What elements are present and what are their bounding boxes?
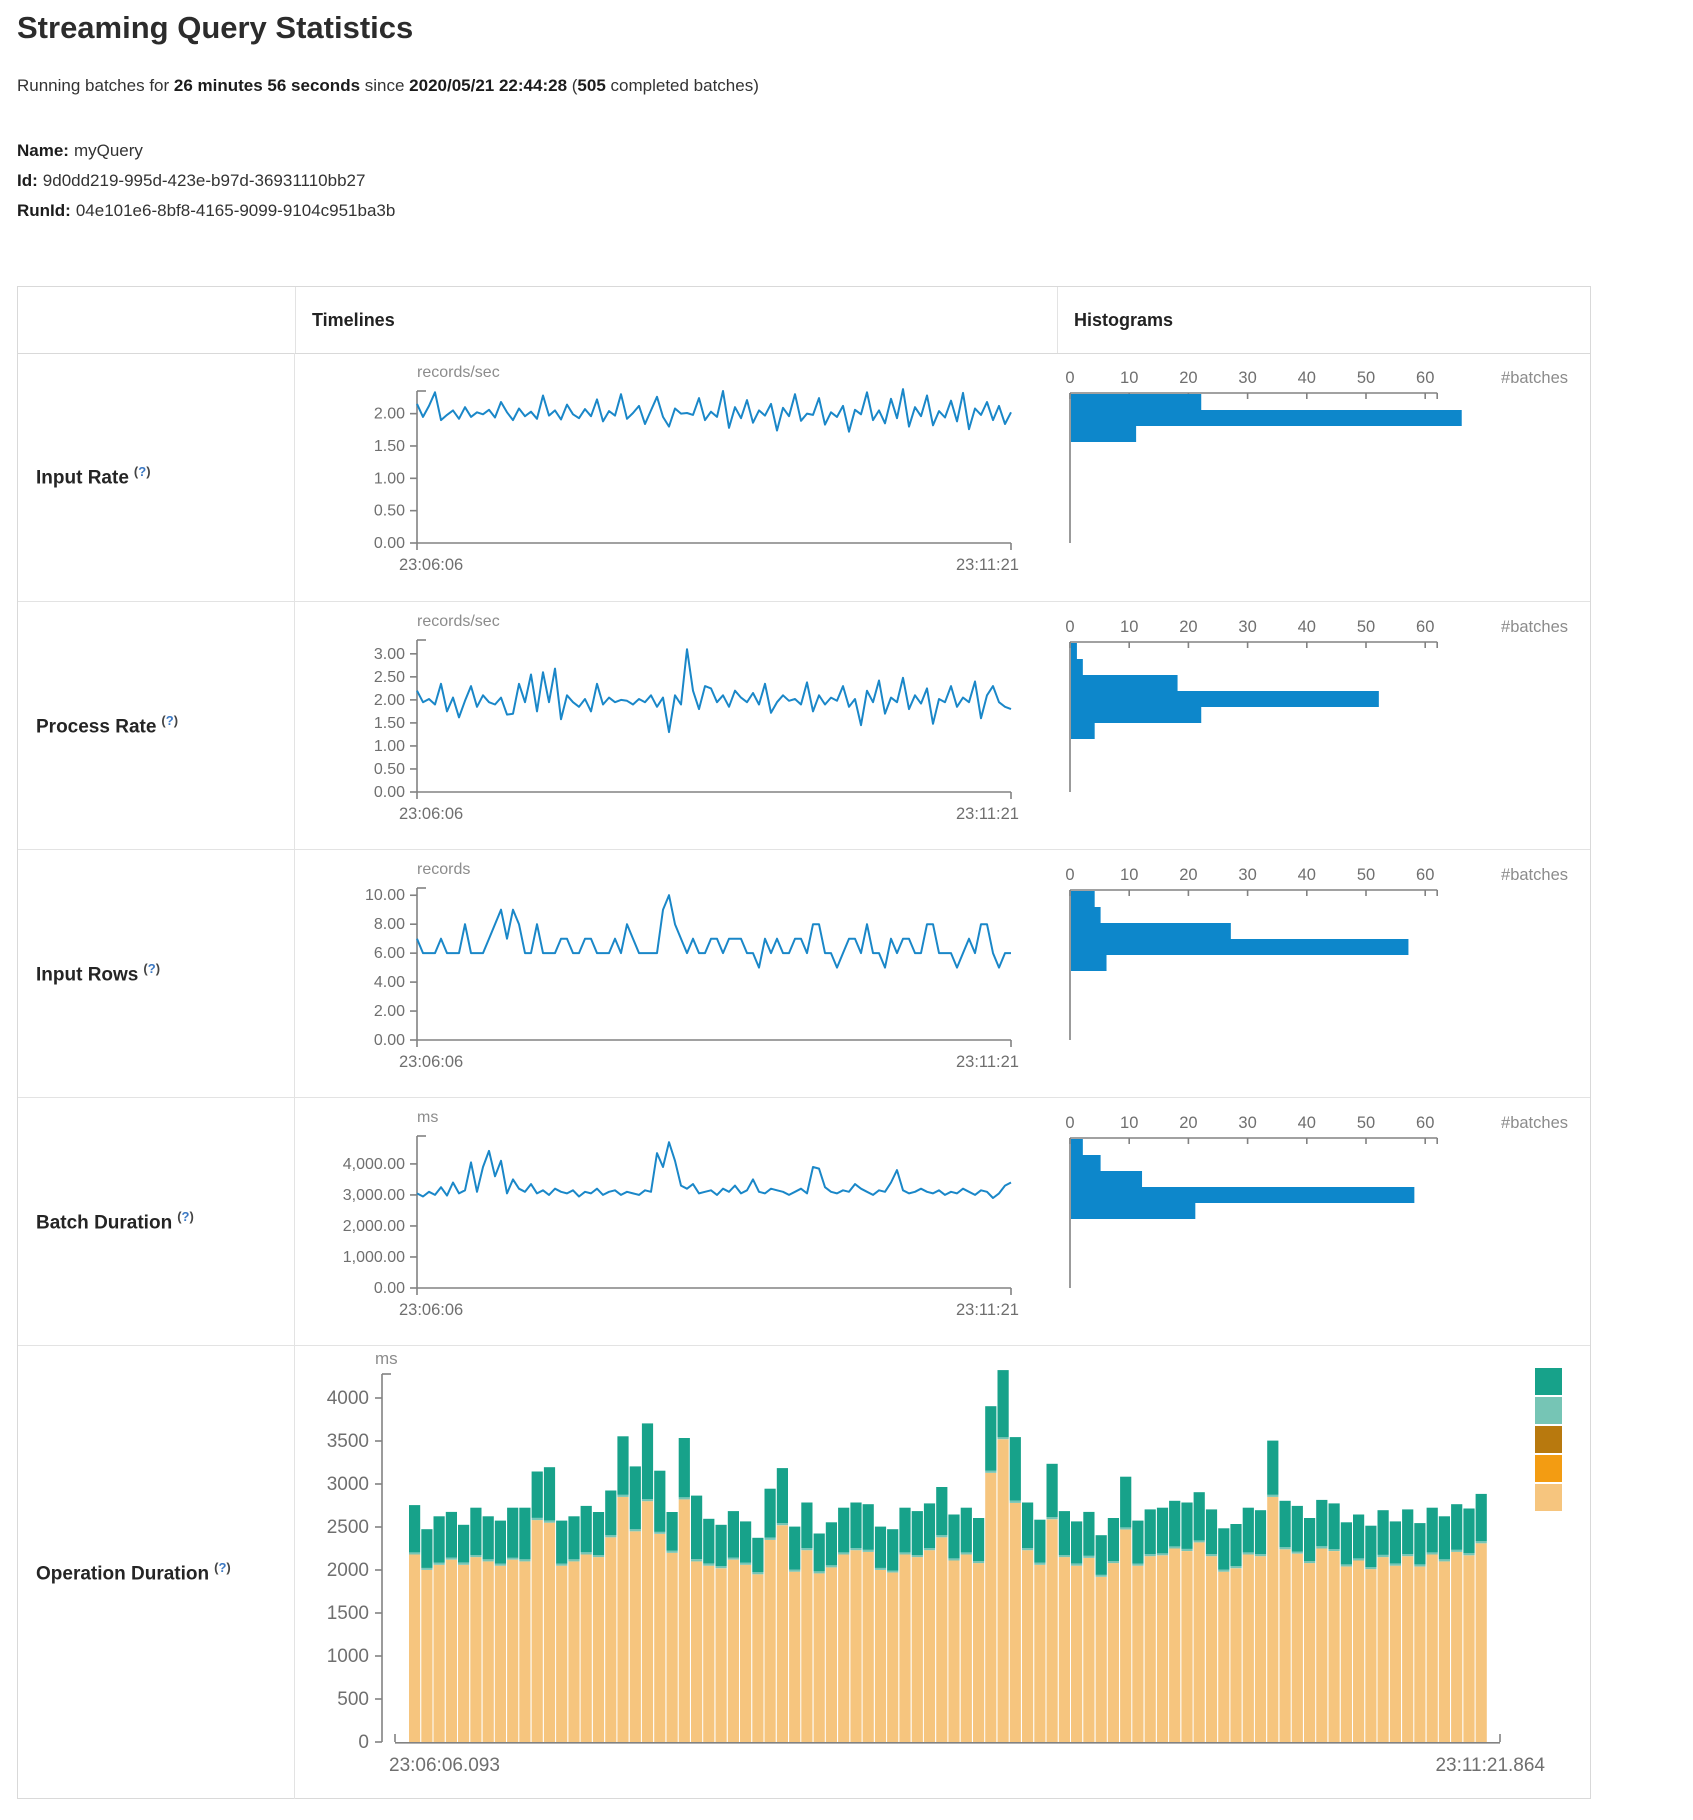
svg-text:#batches: #batches	[1501, 1114, 1568, 1132]
svg-text:ms: ms	[417, 1109, 439, 1126]
svg-text:2,000.00: 2,000.00	[342, 1217, 405, 1235]
svg-text:40: 40	[1297, 866, 1316, 884]
svg-text:8.00: 8.00	[373, 916, 405, 934]
svg-text:2.00: 2.00	[373, 1003, 405, 1021]
svg-text:0.50: 0.50	[373, 502, 405, 520]
svg-text:2500: 2500	[326, 1517, 369, 1538]
svg-text:records: records	[417, 861, 471, 878]
svg-text:50: 50	[1356, 369, 1376, 387]
query-runid-value: 04e101e6-8bf8-4165-9099-9104c951ba3b	[75, 201, 396, 220]
query-metadata	[17, 136, 395, 226]
input-rows-label-cell	[18, 850, 295, 1098]
svg-text:23:11:21: 23:11:21	[955, 1053, 1019, 1071]
svg-text:20: 20	[1179, 369, 1198, 387]
process-rate-timeline-chart	[295, 602, 1057, 850]
svg-text:0.50: 0.50	[373, 760, 405, 778]
page-title: Streaming Query Statistics	[17, 10, 414, 45]
svg-text:0: 0	[1065, 618, 1075, 636]
svg-text:23:11:21.864: 23:11:21.864	[1435, 1755, 1545, 1776]
summary-suffix: completed batches)	[605, 76, 759, 95]
svg-text:2.00: 2.00	[373, 405, 405, 423]
process-rate-label: Process Rate (?)	[36, 713, 179, 738]
svg-text:0: 0	[1065, 1114, 1075, 1132]
svg-text:records/sec: records/sec	[417, 364, 500, 381]
process-rate-row	[18, 601, 1590, 850]
input-rows-row	[18, 849, 1590, 1098]
svg-text:3,000.00: 3,000.00	[342, 1186, 405, 1204]
input-rows-label: Input Rows (?)	[36, 961, 161, 986]
svg-text:60: 60	[1416, 866, 1435, 884]
svg-text:23:06:06: 23:06:06	[399, 805, 464, 823]
input-rate-row	[18, 353, 1590, 601]
svg-text:#batches: #batches	[1501, 369, 1568, 387]
svg-text:30: 30	[1238, 1114, 1257, 1132]
input-rate-label-cell	[18, 353, 295, 601]
batch-duration-label-cell	[18, 1098, 295, 1346]
svg-text:2.00: 2.00	[373, 691, 405, 709]
svg-text:1.50: 1.50	[373, 437, 405, 455]
svg-text:20: 20	[1179, 866, 1198, 884]
summary-paren: (	[567, 76, 578, 95]
svg-text:23:11:21: 23:11:21	[955, 1301, 1019, 1319]
batch-duration-help-icon[interactable]: (?)	[177, 1209, 194, 1225]
svg-text:23:06:06: 23:06:06	[399, 1053, 464, 1071]
svg-text:40: 40	[1297, 1114, 1316, 1132]
query-id-label: Id:	[17, 171, 38, 190]
svg-text:10: 10	[1120, 369, 1139, 387]
svg-text:0.00: 0.00	[373, 784, 405, 801]
running-batches-summary	[17, 76, 759, 96]
svg-text:3000: 3000	[326, 1474, 369, 1495]
svg-text:ms: ms	[375, 1349, 398, 1368]
process-rate-histogram-chart	[1057, 602, 1590, 850]
query-name-value: myQuery	[73, 141, 143, 160]
input-rate-help-icon[interactable]: (?)	[133, 464, 151, 480]
running-duration: 26 minutes 56 seconds	[173, 76, 361, 95]
batch-duration-label: Batch Duration (?)	[36, 1209, 194, 1234]
svg-text:1.00: 1.00	[373, 737, 405, 755]
svg-text:1000: 1000	[326, 1646, 369, 1667]
svg-text:2000: 2000	[326, 1560, 369, 1581]
query-runid-line	[17, 196, 395, 226]
svg-text:1.00: 1.00	[373, 470, 405, 488]
query-runid-label: RunId:	[17, 201, 71, 220]
summary-mid: since	[360, 76, 410, 95]
process-rate-label-cell	[18, 602, 295, 850]
statistics-table	[17, 286, 1591, 1799]
completed-batch-count: 505	[577, 76, 606, 95]
svg-text:2.50: 2.50	[373, 668, 405, 686]
query-name-line	[17, 136, 395, 166]
query-name-label: Name:	[17, 141, 69, 160]
svg-text:20: 20	[1179, 618, 1198, 636]
svg-text:3.00: 3.00	[373, 645, 405, 663]
svg-text:0.00: 0.00	[373, 1032, 405, 1049]
operation-duration-stacked-chart	[295, 1346, 1590, 1799]
operation-duration-row	[18, 1345, 1590, 1799]
svg-text:50: 50	[1356, 866, 1376, 884]
svg-text:60: 60	[1416, 618, 1435, 636]
svg-text:0.00: 0.00	[373, 535, 405, 552]
svg-text:10: 10	[1120, 866, 1139, 884]
svg-text:60: 60	[1416, 369, 1435, 387]
svg-text:0: 0	[1065, 369, 1075, 387]
svg-text:4000: 4000	[326, 1388, 369, 1409]
svg-text:1,000.00: 1,000.00	[342, 1248, 405, 1266]
operation-duration-label-cell	[18, 1346, 295, 1799]
svg-text:40: 40	[1297, 369, 1316, 387]
svg-text:10: 10	[1120, 618, 1139, 636]
svg-text:23:11:21: 23:11:21	[955, 805, 1019, 823]
histograms-column-header: Histograms	[1057, 287, 1590, 353]
svg-text:30: 30	[1238, 369, 1257, 387]
svg-text:3500: 3500	[326, 1431, 369, 1452]
batch-duration-row	[18, 1097, 1590, 1346]
timelines-column-header: Timelines	[295, 287, 1057, 353]
svg-text:0: 0	[1065, 866, 1075, 884]
svg-text:0: 0	[358, 1732, 369, 1753]
input-rows-timeline-chart	[295, 850, 1057, 1098]
query-id-line	[17, 166, 395, 196]
svg-text:#batches: #batches	[1501, 618, 1568, 636]
svg-text:23:06:06: 23:06:06	[399, 556, 464, 574]
svg-text:1500: 1500	[326, 1603, 369, 1624]
svg-text:4.00: 4.00	[373, 974, 405, 992]
svg-text:10.00: 10.00	[364, 887, 405, 905]
batch-duration-histogram-chart	[1057, 1098, 1590, 1346]
input-rate-label: Input Rate (?)	[36, 464, 151, 489]
svg-text:50: 50	[1356, 1114, 1376, 1132]
svg-text:1.50: 1.50	[373, 714, 405, 732]
svg-text:4,000.00: 4,000.00	[342, 1155, 405, 1173]
input-rate-histogram-chart	[1057, 353, 1590, 601]
table-header-row	[18, 287, 1590, 354]
svg-text:20: 20	[1179, 1114, 1198, 1132]
operation-duration-label: Operation Duration (?)	[36, 1559, 231, 1585]
svg-text:40: 40	[1297, 618, 1316, 636]
svg-text:60: 60	[1416, 1114, 1435, 1132]
svg-text:23:11:21: 23:11:21	[955, 556, 1019, 574]
query-id-value: 9d0dd219-995d-423e-b97d-36931110bb27	[42, 171, 366, 190]
svg-text:50: 50	[1356, 618, 1376, 636]
svg-text:6.00: 6.00	[373, 945, 405, 963]
svg-text:10: 10	[1120, 1114, 1139, 1132]
svg-text:#batches: #batches	[1501, 866, 1568, 884]
process-rate-help-icon[interactable]: (?)	[161, 713, 179, 729]
input-rows-histogram-chart	[1057, 850, 1590, 1098]
svg-text:23:06:06.093: 23:06:06.093	[389, 1755, 500, 1776]
summary-prefix: Running batches for	[17, 76, 174, 95]
batch-duration-timeline-chart	[295, 1098, 1057, 1346]
svg-text:30: 30	[1238, 618, 1257, 636]
operation-duration-help-icon[interactable]: (?)	[214, 1559, 231, 1575]
input-rate-timeline-chart	[295, 353, 1057, 601]
svg-text:23:06:06: 23:06:06	[399, 1301, 464, 1319]
svg-text:500: 500	[337, 1689, 369, 1710]
input-rows-help-icon[interactable]: (?)	[143, 961, 161, 977]
svg-text:30: 30	[1238, 866, 1257, 884]
svg-text:records/sec: records/sec	[417, 613, 500, 630]
start-timestamp: 2020/05/21 22:44:28	[409, 76, 568, 95]
svg-text:0.00: 0.00	[373, 1280, 405, 1297]
